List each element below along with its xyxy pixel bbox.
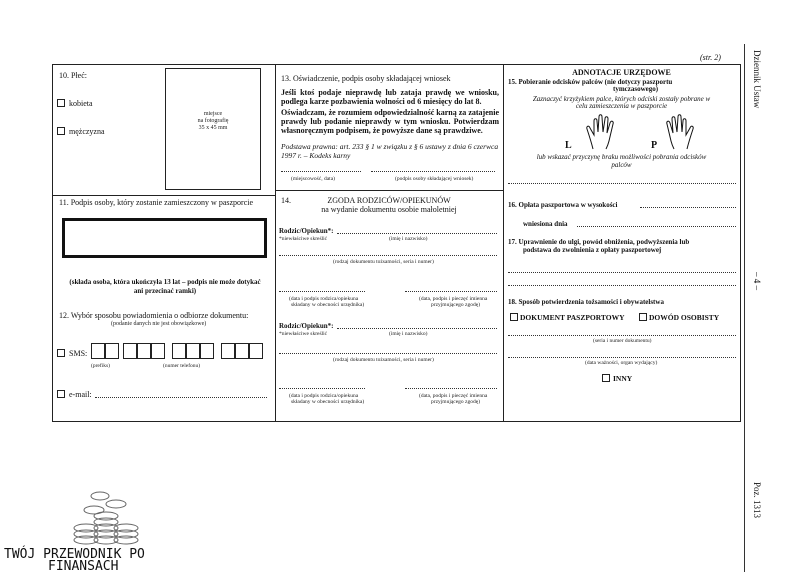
parent1-id-field[interactable] (279, 255, 497, 256)
document-series-field[interactable] (508, 335, 736, 336)
id-card-checkbox[interactable] (639, 313, 647, 321)
fingerprints-note: Zaznaczyć krzyżykiem palce, których odciski zostały pobrane w (532, 95, 711, 103)
parent1-label: Rodzic/Opiekun*: (279, 227, 334, 235)
legal-basis: Podstawa prawna: art. 233 § 1 w związku z § 6 ustawy z dnia 6 czerwca 1997 r. – Kodeks karny (281, 142, 499, 160)
applicant-signature-caption: (podpis osoby składającej wniosek) (395, 176, 474, 182)
photo-caption: 35 x 45 mm (198, 125, 228, 131)
official-signature-caption: (data, podpis i pieczęć imienna (419, 296, 488, 302)
phone-digit[interactable] (186, 343, 200, 359)
official-signature-caption: przyjmującego zgodę) (431, 302, 481, 308)
page-reference: (str. 2) (700, 53, 721, 62)
phone-digit[interactable] (123, 343, 137, 359)
fingerprints-reason-field[interactable] (508, 183, 736, 184)
photo-caption: na fotografię (197, 118, 229, 124)
margin-rule (744, 44, 745, 572)
signature-note: (składa osoba, która ukończyła 13 lat – podpis nie może dotykać (69, 278, 261, 286)
id-card-label: DOWÓD OSOBISTY (649, 313, 720, 322)
email-label: e-mail: (69, 390, 92, 399)
fingerprints-title: tymczasowego) (613, 85, 659, 93)
signature-note: ani przecinać ramki) (133, 287, 197, 295)
identity-confirmation-label: 18. Sposób potwierdzenia tożsamości i obywatelstwa (508, 298, 664, 306)
parent2-id-field[interactable] (279, 353, 497, 354)
phone-digit[interactable] (249, 343, 263, 359)
fee-amount-field[interactable] (640, 207, 736, 208)
sms-label: SMS: (69, 349, 88, 358)
photo-caption: miejsce (203, 111, 223, 117)
section-divider (275, 190, 503, 191)
signature-box[interactable] (62, 218, 267, 258)
fee-paid-date-field[interactable] (577, 226, 736, 227)
document-series-caption: (seria i numer dokumentu) (593, 338, 652, 344)
other-doc-label: INNY (613, 374, 633, 383)
parent-signature-caption: (data i podpis rodzica/opiekuna (289, 393, 359, 399)
phone-digit[interactable] (172, 343, 186, 359)
side-page-number: – 4 – (752, 272, 762, 290)
side-position: Poz. 1313 (752, 482, 762, 518)
parent2-label: Rodzic/Opiekun*: (279, 322, 334, 330)
passport-doc-label: DOKUMENT PASZPORTOWY (520, 313, 625, 322)
id-doc-caption: (rodzaj dokumentu tożsamości, seria i numer) (333, 357, 434, 363)
female-label: kobieta (69, 99, 93, 108)
email-field[interactable] (95, 397, 267, 398)
consent-subtitle: na wydanie dokumentu osobie małoletniej (321, 205, 457, 214)
fingerprints-alt: lub wskazać przyczynę braku możliwości pobrania odcisków (536, 153, 707, 161)
notification-note: (podanie danych nie jest obowiązkowe) (111, 321, 207, 327)
official-signature-caption: (data, podpis i pieczęć imienna (419, 393, 488, 399)
phone-digit[interactable] (137, 343, 151, 359)
notification-label: 12. Wybór sposobu powiadomienia o odbiorze dokumentu: (59, 311, 249, 320)
column-divider (275, 65, 276, 421)
parent-signature-caption: (data i podpis rodzica/opiekuna (289, 296, 359, 302)
declaration-statement: Oświadczam, że rozumiem odpowiedzialność karną za zatajenie prawdy lub podanie nieprawdy w tym wniosku. Potwierdzam własnoręcznym podpisem, że powyższe dane są prawdziwe. (281, 108, 499, 135)
watermark-text: FINANSACH (48, 559, 119, 574)
declaration-title: 13. Oświadczenie, podpis osoby składającej wniosek (281, 74, 451, 83)
phone-digit[interactable] (151, 343, 165, 359)
fee-relief-label: 17. Uprawnienie do ulgi, powód obniżenia, podwyższenia lub (508, 238, 690, 246)
column-divider (503, 65, 504, 421)
fee-relief-field[interactable] (508, 272, 736, 273)
parent1-name-field[interactable] (337, 233, 497, 234)
name-caption: (imię i nazwisko) (389, 236, 428, 242)
signature-section-label: 11. Podpis osoby, który zostanie zamieszczony w paszporcie (59, 198, 254, 207)
fee-label: 16. Opłata paszportowa w wysokości (508, 201, 618, 209)
phone-digit[interactable] (235, 343, 249, 359)
phone-digit[interactable] (200, 343, 214, 359)
prefix-digit[interactable] (91, 343, 105, 359)
fee-relief-label: podstawa do zwolnienia z opłaty paszportowej (523, 246, 662, 254)
id-doc-caption: (rodzaj dokumentu tożsamości, seria i numer) (333, 259, 434, 265)
document-validity-caption: (data ważności, organ wydający) (585, 360, 658, 366)
parent-signature-caption: składany w obecności urzędnika) (291, 399, 365, 405)
official2-signature-field[interactable] (405, 388, 497, 389)
passport-application-form (52, 64, 741, 422)
strike-note: *niewłaściwe skreślić (279, 331, 328, 337)
section-divider (53, 195, 275, 196)
document-validity-field[interactable] (508, 357, 736, 358)
parent-signature-caption: składany w obecności urzędnika) (291, 302, 365, 308)
email-checkbox[interactable] (57, 390, 65, 398)
applicant-signature-field[interactable] (371, 171, 495, 172)
fee-relief-field[interactable] (508, 285, 736, 286)
passport-doc-checkbox[interactable] (510, 313, 518, 321)
official1-signature-field[interactable] (405, 291, 497, 292)
strike-note: *niewłaściwe skreślić (279, 236, 328, 242)
fingerprints-title: 15. Pobieranie odcisków palców (nie dotyczy paszportu (508, 78, 673, 86)
prefix-digit[interactable] (105, 343, 119, 359)
journal-title: Dziennik Ustaw (752, 50, 762, 109)
consent-title: ZGODA RODZICÓW/OPIEKUNÓW (327, 196, 451, 205)
gender-label: 10. Płeć: (59, 71, 87, 80)
parent2-name-field[interactable] (337, 328, 497, 329)
other-doc-checkbox[interactable] (602, 374, 610, 382)
male-checkbox[interactable] (57, 127, 65, 135)
female-checkbox[interactable] (57, 99, 65, 107)
right-hand-label: P (651, 140, 658, 151)
phone-caption: (numer telefonu) (163, 363, 201, 369)
fingerprints-note: celu zamieszczenia w paszporcie (575, 102, 668, 110)
official-signature-caption: przyjmującego zgodę) (431, 399, 481, 405)
name-caption: (imię i nazwisko) (389, 331, 428, 337)
sms-checkbox[interactable] (57, 349, 65, 357)
place-date-caption: (miejscowość, data) (291, 176, 335, 182)
male-label: mężczyzna (69, 127, 105, 136)
fee-paid-label: wniesiona dnia (523, 220, 568, 228)
hands-fingerprint-icon[interactable] (585, 113, 695, 151)
parent1-signature-field[interactable] (279, 291, 365, 292)
parent2-signature-field[interactable] (279, 388, 365, 389)
consent-number: 14. (281, 196, 291, 205)
declaration-warning: Jeśli ktoś podaje nieprawdę lub zataja prawdę we wniosku, podlega karze pozbawienia wolności od 6 miesięcy do lat 8. (281, 88, 499, 106)
photo-frame (165, 68, 261, 190)
left-hand-label: L (565, 140, 572, 151)
place-date-field[interactable] (281, 171, 361, 172)
phone-digit[interactable] (221, 343, 235, 359)
prefix-caption: (prefiks) (91, 363, 110, 369)
official-annotations-title: ADNOTACJE URZĘDOWE (572, 68, 671, 77)
coins-logo-icon (64, 488, 148, 548)
watermark-text: TWÓJ PRZEWODNIK PO (4, 547, 145, 562)
fingerprints-alt: palców (611, 161, 632, 169)
